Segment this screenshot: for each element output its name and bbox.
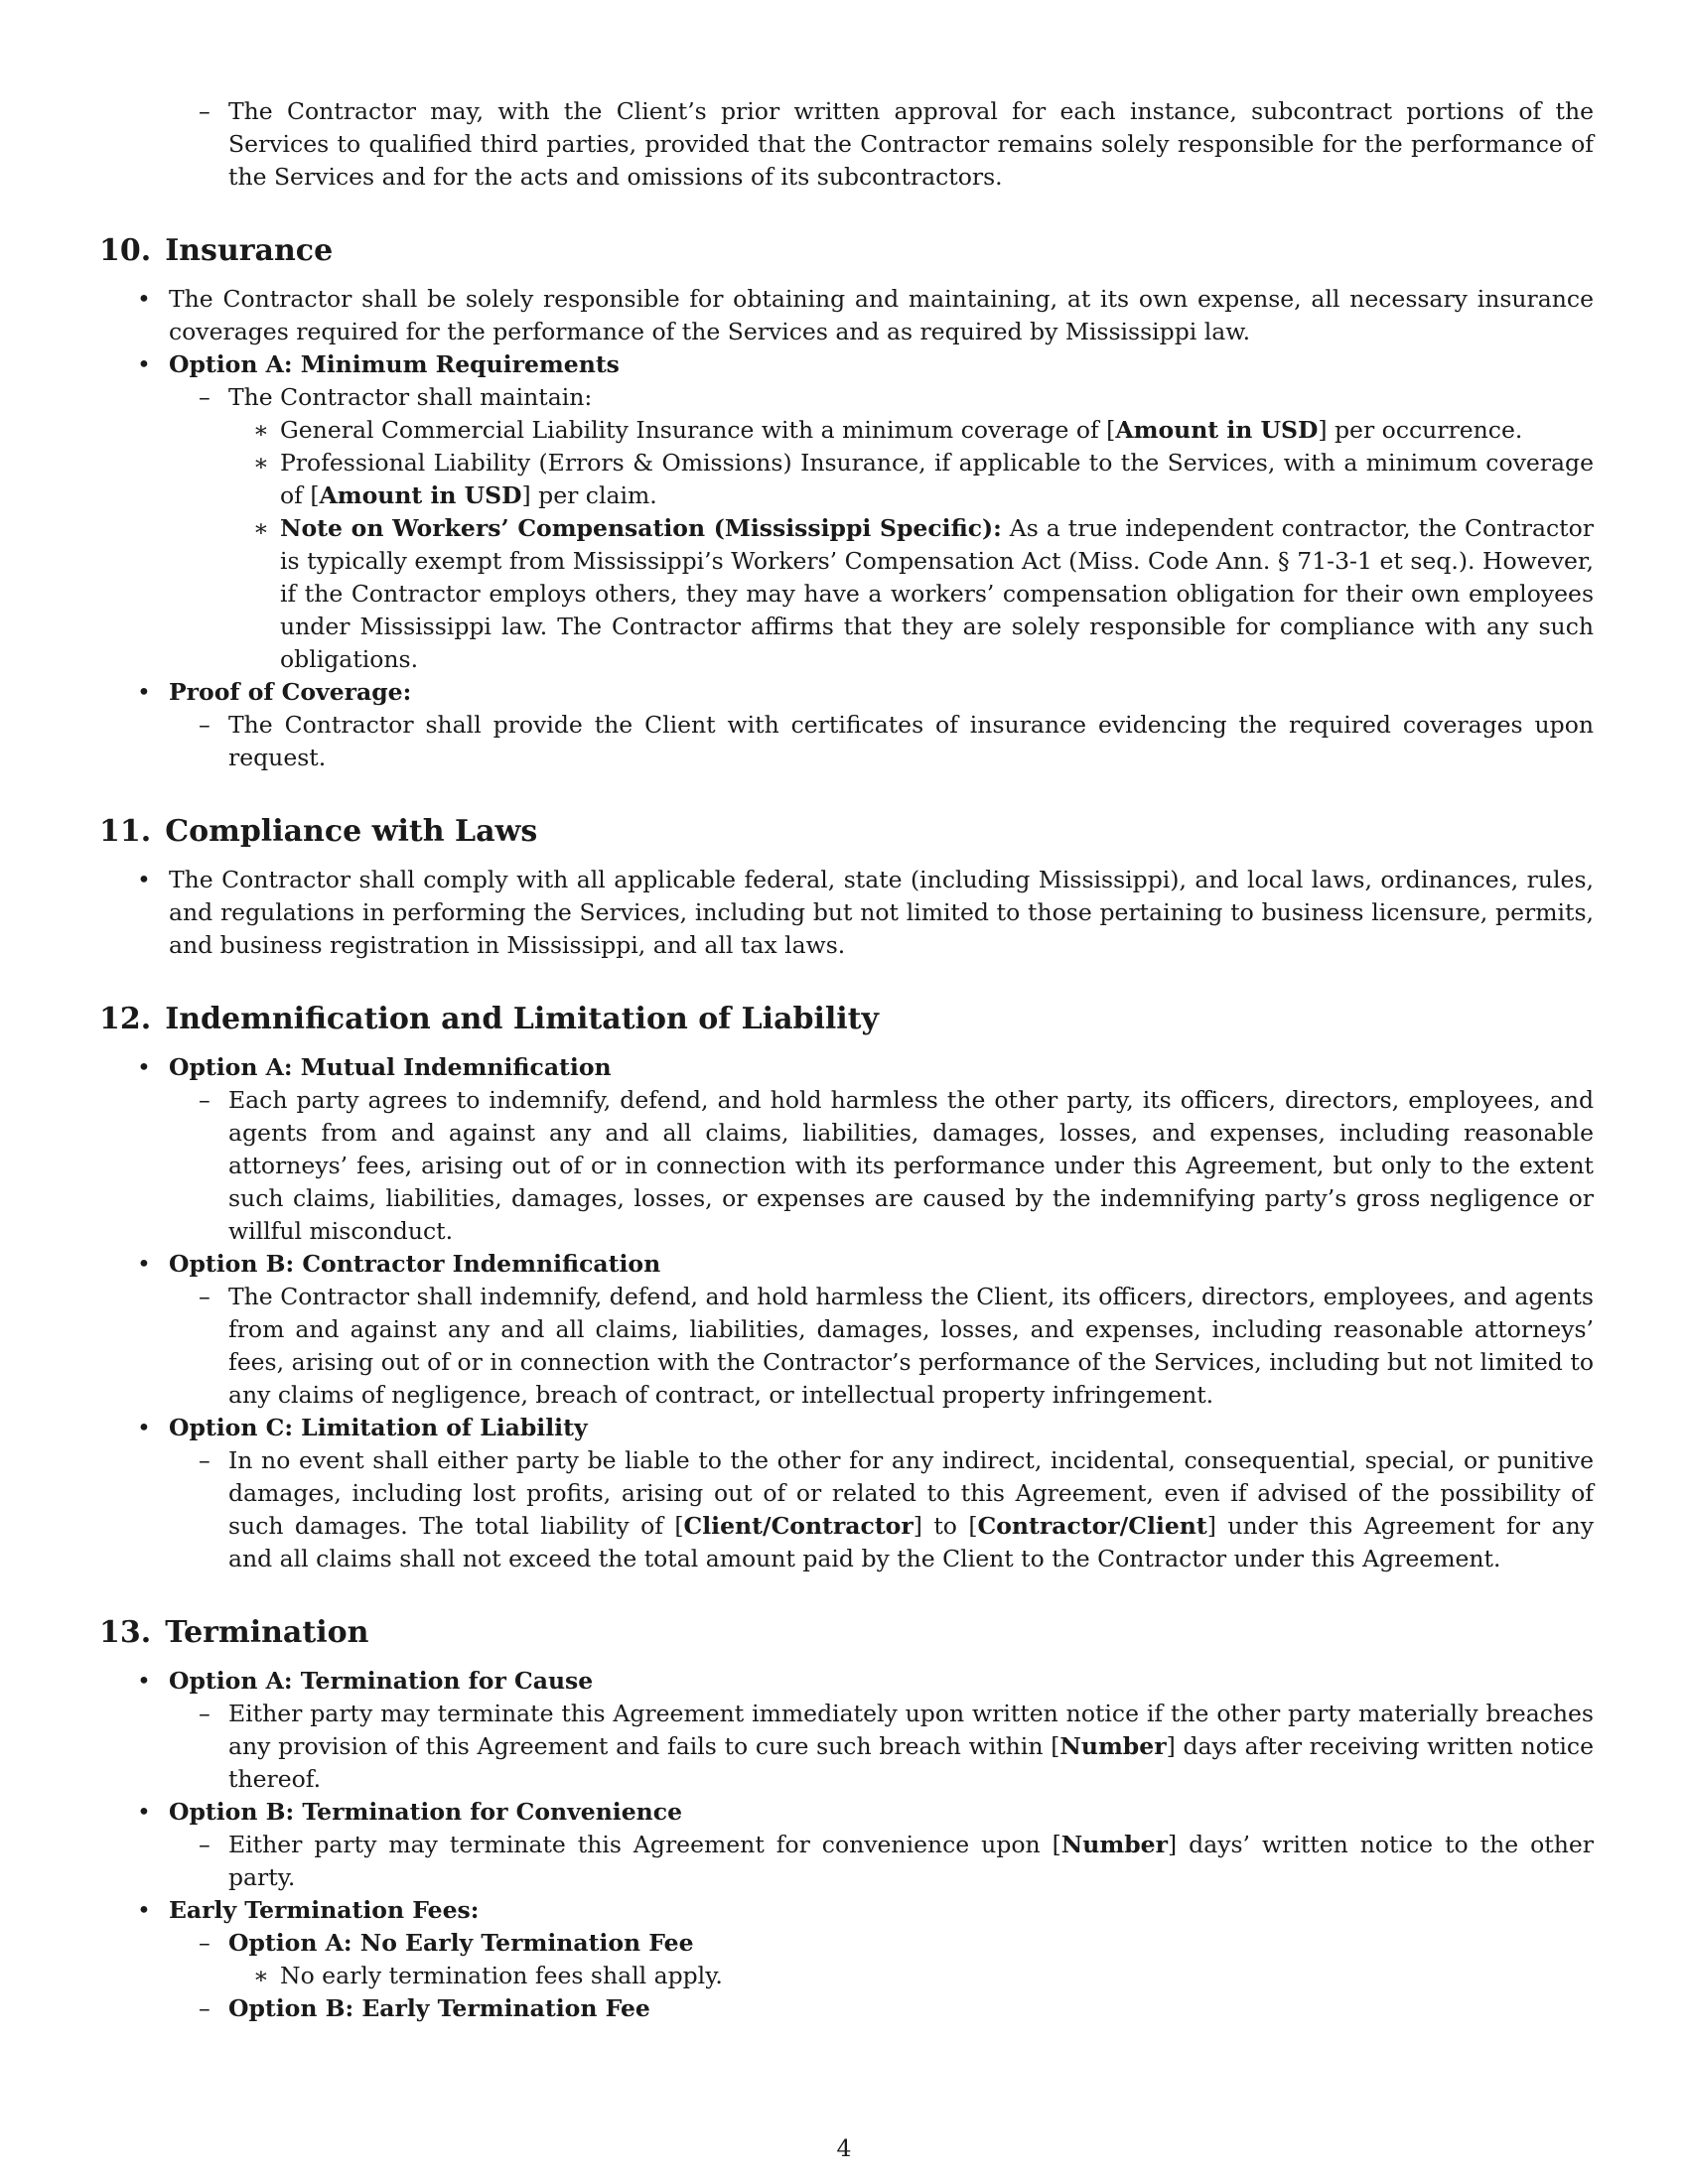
document-page [99,95,1594,2025]
option-label: Proof of Coverage: [169,678,412,706]
dash-marker: – [199,1994,211,2022]
list-item [99,1992,1594,2025]
list-item [99,1248,1594,1281]
list-item [99,1894,1594,1927]
bullet-marker: • [137,1053,151,1081]
list-item: ∗ Note on Workers’ Compensation (Mississippi Specific): As a true independent contractor, the Contractor is typically exempt from Mississippi’s Workers’ Compensation Act (Miss. Code Ann. § 71-3-1 et seq.). However, if the Contractor employs others, they may have a workers’ compensation obligation for their own employees under Mississippi law. The Contractor affirms that they are solely responsible for compliance with any such obligations. [253,514,1594,673]
dash-marker: – [199,1700,211,1727]
dash-marker: – [199,711,211,739]
bullet-marker: • [137,1798,151,1826]
list-item: – In no event shall either party be liable to the other for any indirect, incidental, consequential, special, or punitive damages, including lost profits, arising out of or related to this Agreement, even if advised of the possibility of such damages. The total liability of [Client/Contractor] to [Contractor/Client] under this Agreement for any and all claims shall not exceed the total amount paid by the Client to the Contractor under this Agreement. [199,1446,1594,1572]
section-indemnification [99,1000,1594,1575]
list-item: – Each party agrees to indemnify, defend, and hold harmless the other party, its officers, directors, employees, and agents from and against any and all claims, liabilities, damages, losses, and expenses, including reasonable attorneys’ fees, arising out of or in connection with its performance under this Agreement, but only to the extent such claims, liabilities, damages, losses, or expenses are caused by the indemnifying party’s gross negligence or willful misconduct. [199,1086,1594,1245]
star-marker: ∗ [253,1962,269,1989]
subcontract-text: The Contractor may, with the Client’s prior written approval for each instance, subcontract portions of the Services to qualified third parties, provided that the Contractor remains solely responsible for the performance of the Services and for the acts and omissions of its subcontractors. [228,97,1594,191]
bullet-marker: • [137,285,151,313]
dash-marker: – [199,1831,211,1858]
dash-marker: – [199,383,211,411]
section-heading: 12. Indemnification and Limitation of Liability [99,1002,879,1036]
list-item: – The Contractor shall maintain: [99,381,1594,414]
list-item: – Either party may terminate this Agreement immediately upon written notice if the other party materially breaches any provision of this Agreement and fails to cure such breach within [Number] days after receiving written notice thereof. [199,1700,1594,1793]
page-number: 4 [836,2134,852,2162]
section-compliance [99,812,1594,962]
dash-marker: – [199,97,211,125]
list-item [99,1665,1594,1698]
section-heading: 13. Termination [99,1615,369,1650]
section-termination [99,1613,1594,2025]
option-label: Option B: Termination for Convenience [169,1798,683,1826]
dash-marker: – [199,1929,211,1957]
option-label: Option C: Limitation of Liability [169,1414,588,1441]
option-label: Option B: Contractor Indemnification [169,1250,661,1278]
option-label: Option A: Mutual Indemnification [169,1053,612,1081]
list-item: – The Contractor shall indemnify, defend, and hold harmless the Client, its officers, directors, employees, and agents from and against any and all claims, liabilities, damages, losses, and expenses, including reasonable attorneys’ fees, arising out of or in connection with the Contractor’s performance of the Services, including but not limited to any claims of negligence, breach of contract, or intellectual property infringement. [199,1283,1594,1409]
option-label: Option A: Termination for Cause [169,1667,594,1695]
option-label: Early Termination Fees: [169,1896,480,1924]
list-item: • The Contractor shall comply with all applicable federal, state (including Mississippi), and local laws, ordinances, rules, and regulations in performing the Services, including but not limited to those pertaining to business licensure, permits, and business registration in Mississippi, and all tax laws. [137,866,1594,959]
dash-marker: – [199,1446,211,1474]
list-item: • The Contractor shall be solely responsible for obtaining and maintaining, at its own expense, all necessary insurance coverages required for the performance of the Services and as required by Mississippi law. [137,285,1594,345]
section-heading: 10. Insurance [99,233,334,268]
bullet-marker: • [137,1250,151,1278]
subcontract-item [99,95,1594,194]
list-item [99,676,1594,709]
bullet-marker: • [137,1667,151,1695]
section-heading: 11. Compliance with Laws [99,814,538,849]
bullet-marker: • [137,350,151,378]
option-label: Option B: Early Termination Fee [228,1994,650,2022]
bullet-marker: • [137,866,151,893]
list-item [99,1927,1594,1960]
section-insurance [99,231,1594,774]
list-item: – The Contractor shall provide the Client with certificates of insurance evidencing the required coverages upon request. [199,711,1594,771]
dash-marker: – [199,1283,211,1310]
bullet-marker: • [137,678,151,706]
list-item [99,1051,1594,1084]
list-item [99,1412,1594,1444]
list-item: – Either party may terminate this Agreement for convenience upon [Number] days’ written notice to the other party. [199,1831,1594,1891]
star-marker: ∗ [253,449,269,477]
dash-marker: – [199,1086,211,1114]
star-marker: ∗ [253,416,269,444]
option-label: Option A: No Early Termination Fee [228,1929,694,1957]
star-marker: ∗ [253,514,269,542]
list-item [99,348,1594,381]
list-item: ∗ Professional Liability (Errors & Omissions) Insurance, if applicable to the Services, with a minimum coverage of [Amount in USD] per claim. [253,449,1594,509]
option-label: Option A: Minimum Requirements [169,350,620,378]
bullet-marker: • [137,1896,151,1924]
list-item: ∗ No early termination fees shall apply. [99,1960,1594,1992]
list-item [99,1796,1594,1829]
bullet-marker: • [137,1414,151,1441]
list-item: ∗ General Commercial Liability Insurance with a minimum coverage of [Amount in USD] per occurrence. [99,414,1594,447]
